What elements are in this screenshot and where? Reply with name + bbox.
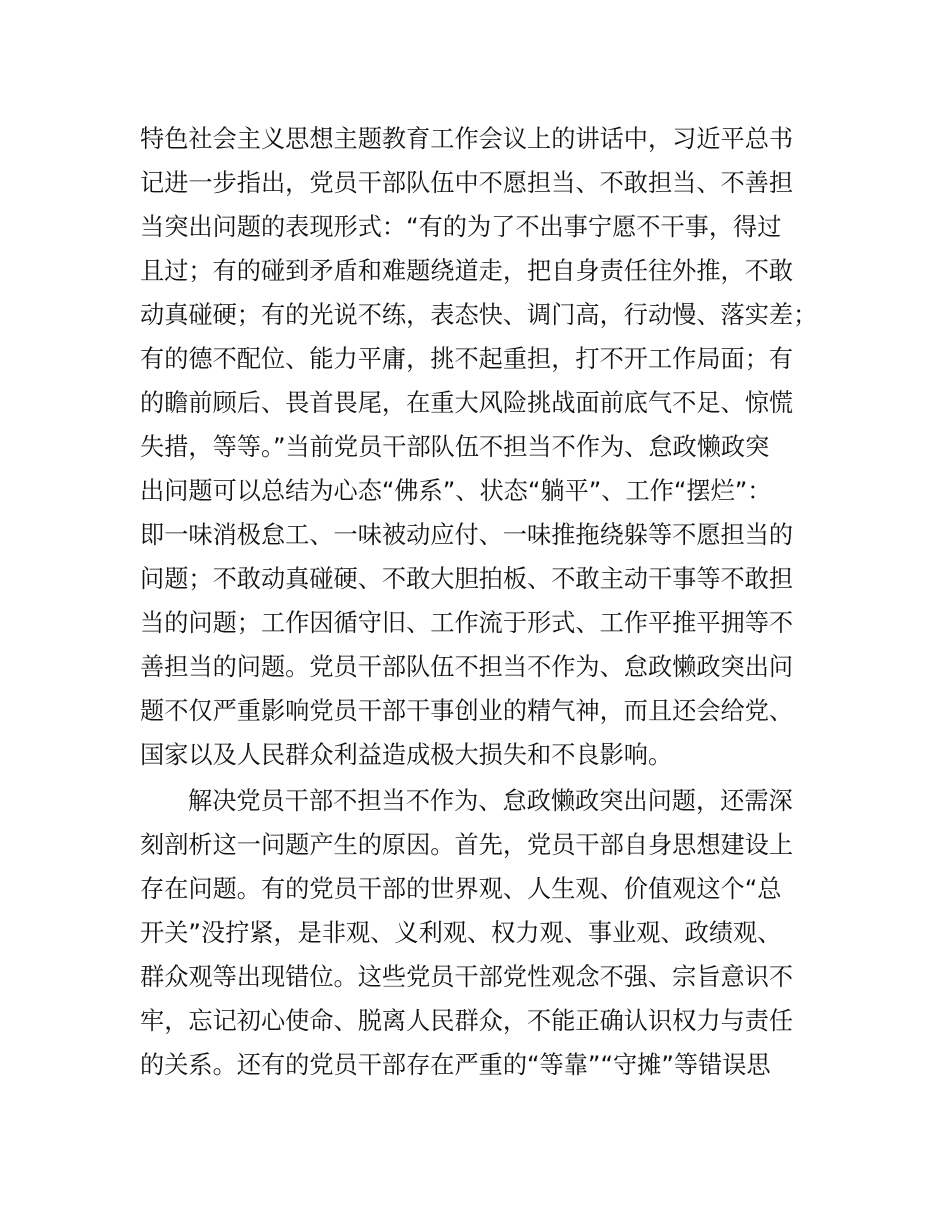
paragraph-1-line-13: 善担当的问题。党员干部队伍不担当不作为、怠政懒政突出问 [140, 653, 794, 681]
paragraph-2-line-4: 开关”没拧紧，是非观、义利观、权力观、事业观、政绩观、 [140, 919, 782, 947]
paragraph-1-line-10: 即一味消极怠工、一味被动应付、一味推拖绕躲等不愿担当的 [140, 521, 794, 549]
paragraph-1-line-9: 出问题可以总结为心态“佛系”、状态“躺平”、工作“摆烂”： [140, 477, 772, 505]
paragraph-1-line-12: 当的问题；工作因循守旧、工作流于形式、工作平推平拥等不 [140, 609, 794, 637]
paragraph-1-line-2: 记进一步指出，党员干部队伍中不愿担当、不敢担当、不善担 [140, 169, 794, 197]
paragraph-1-line-14: 题不仅严重影响党员干部干事创业的精气神，而且还会给党、 [140, 697, 794, 725]
paragraph-1-line-1: 特色社会主义思想主题教育工作会议上的讲话中，习近平总书 [140, 125, 794, 153]
paragraph-1-line-5: 动真碰硬；有的光说不练，表态快、调门高，行动慢、落实差； [140, 301, 818, 329]
paragraph-1-line-6: 有的德不配位、能力平庸，挑不起重担，打不开工作局面；有 [140, 345, 794, 373]
paragraph-2-line-6: 牢，忘记初心使命、脱离人民群众，不能正确认识权力与责任 [140, 1007, 794, 1035]
paragraph-1-line-7: 的瞻前顾后、畏首畏尾，在重大风险挑战面前底气不足、惊慌 [140, 389, 794, 417]
paragraph-1-line-11: 问题；不敢动真碰硬、不敢大胆拍板、不敢主动干事等不敢担 [140, 565, 794, 593]
paragraph-2-line-5: 群众观等出现错位。这些党员干部党性观念不强、宗旨意识不 [140, 963, 794, 991]
paragraph-2-line-2: 刻剖析这一问题产生的原因。首先，党员干部自身思想建设上 [140, 831, 794, 859]
paragraph-2-line-7: 的关系。还有的党员干部存在严重的“等靠”“守摊”等错误思 [140, 1051, 771, 1079]
paragraph-1-line-4: 且过；有的碰到矛盾和难题绕道走，把自身责任往外推，不敢 [140, 257, 794, 285]
paragraph-2-line-3: 存在问题。有的党员干部的世界观、人生观、价值观这个“总 [140, 875, 782, 903]
paragraph-2-line-1: 解决党员干部不担当不作为、怠政懒政突出问题，还需深 [188, 787, 793, 815]
paragraph-1-line-8: 失措，等等。”当前党员干部队伍不担当不作为、怠政懒政突 [140, 433, 770, 461]
paragraph-1-line-15: 国家以及人民群众利益造成极大损失和不良影响。 [140, 741, 673, 769]
paragraph-1-line-3: 当突出问题的表现形式：“有的为了不出事宁愿不干事，得过 [140, 213, 782, 241]
